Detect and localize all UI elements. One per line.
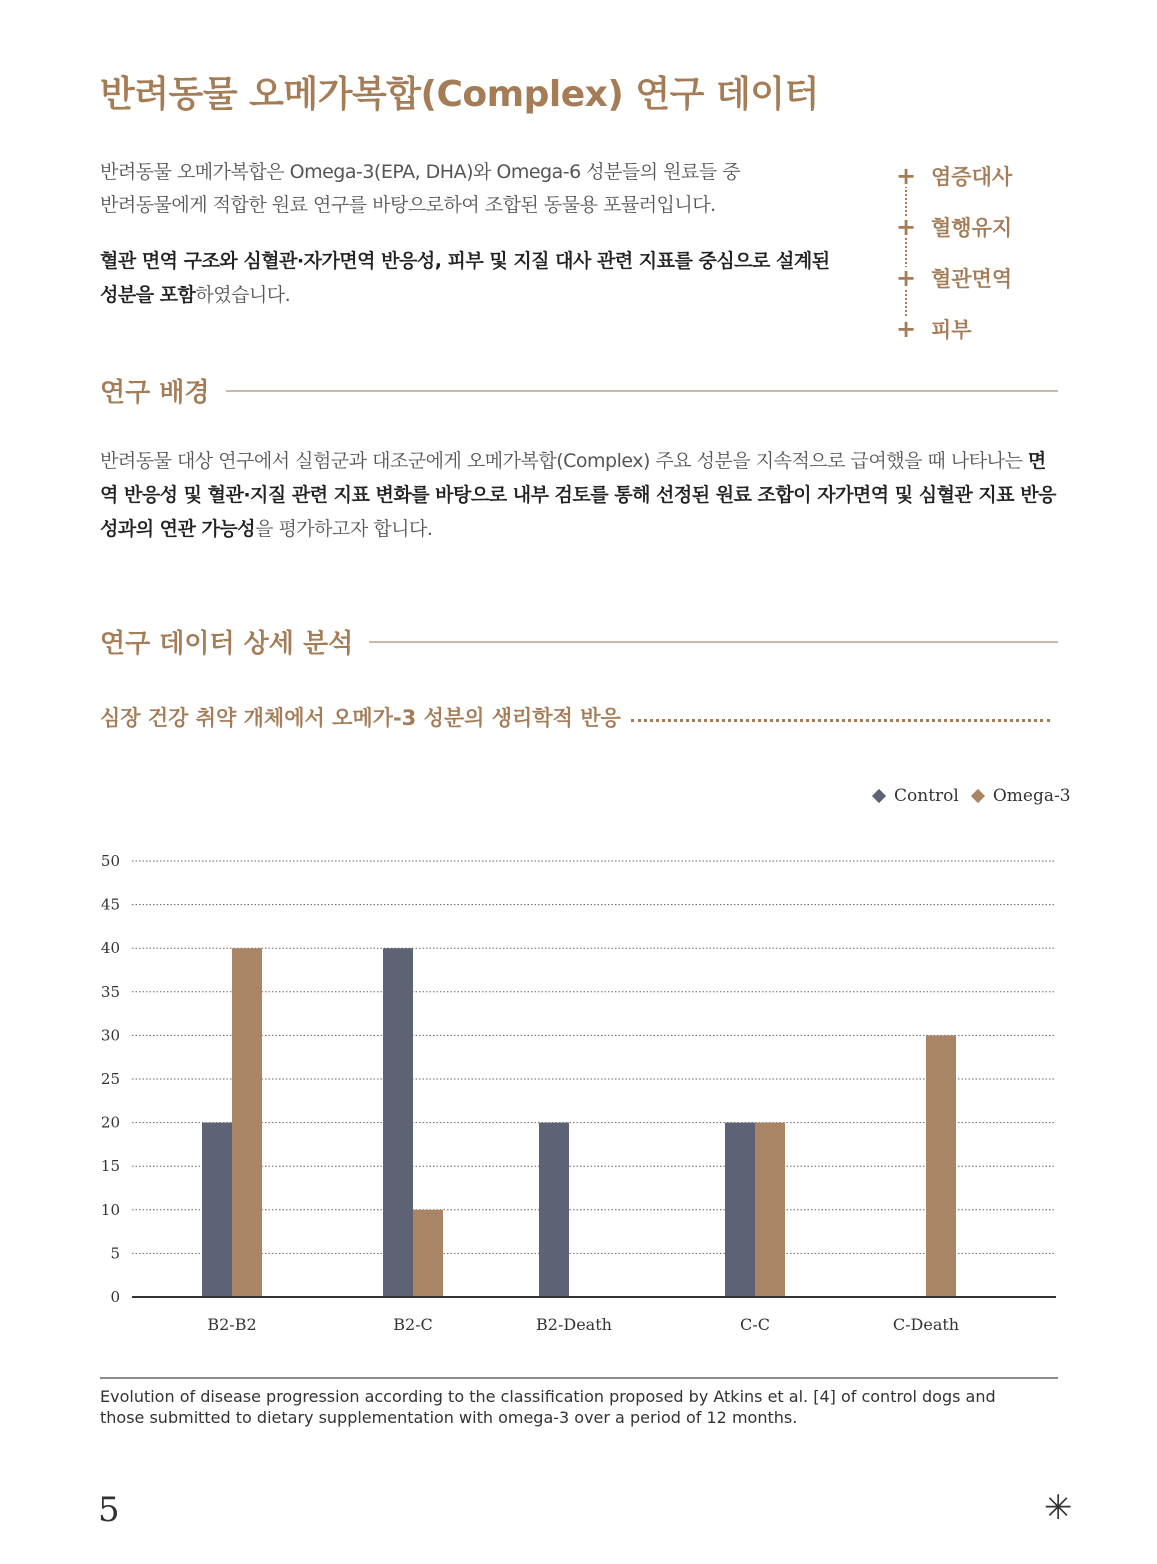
keyword-item (895, 252, 1075, 303)
y-tick-label: 10 (100, 1200, 120, 1219)
y-tick-label: 5 (110, 1244, 120, 1263)
y-tick-label: 45 (100, 895, 120, 914)
plus-icon: + (895, 161, 917, 190)
bar-control-b2-b2 (202, 1123, 232, 1297)
page-title: 반려동물 오메가복합(Complex) 연구 데이터 (100, 74, 819, 115)
asterisk-icon: ✳ (1044, 1488, 1073, 1528)
x-tick-label: C-C (740, 1315, 770, 1334)
keyword-item (895, 150, 1075, 201)
keyword-list (895, 150, 1075, 354)
legend-item-control (874, 786, 959, 806)
x-tick-label: C-Death (892, 1315, 960, 1334)
bar-chart (0, 830, 1157, 1350)
section-title: 연구 배경 (100, 378, 210, 408)
section-divider (369, 641, 1058, 643)
section-analysis-header (100, 623, 1058, 660)
background-text-1: 반려동물 대상 연구에서 실험군과 대조군에게 오메가복합(Complex) 주요 성분을 지속적으로 급여했을 때 나타나는 (100, 450, 1028, 472)
bar-omega3-b2-b2 (232, 948, 262, 1297)
intro-line-2: 반려동물에게 적합한 원료 연구를 바탕으로하여 조합된 동물용 포뮬러입니다. (100, 194, 716, 216)
y-tick-label: 0 (110, 1288, 120, 1306)
intro-line-1: 반려동물 오메가복합은 Omega-3(EPA, DHA)와 Omega-6 성분들의 원료들 중 (100, 161, 741, 183)
chart-caption: Evolution of disease progression according to the classification proposed by Atkins et al. [4] of control dogs and those submitted to dietary supplementation with omega-3 over a period of 12 months. (100, 1387, 996, 1427)
legend-label: Control (894, 786, 959, 806)
bar-control-b2-c (383, 948, 413, 1297)
dotted-leader (631, 719, 1050, 722)
page-number: 5 (98, 1490, 120, 1530)
y-tick-label: 35 (100, 982, 120, 1001)
section-background-header (100, 372, 1058, 409)
legend-label: Omega-3 (992, 786, 1071, 806)
diamond-icon (971, 789, 985, 803)
background-bold-text: 면역 반응성 및 혈관·지질 관련 지표 변화를 바탕으로 내부 검토를 통해 선정된 원료 조합이 자가면역 및 심혈관 지표 반응성과의 연관 가능성 (100, 450, 1056, 540)
y-tick-label: 15 (100, 1157, 120, 1176)
y-tick-label: 25 (100, 1070, 120, 1088)
caption-divider (100, 1377, 1058, 1379)
keyword-label: 혈관면역 (931, 266, 1013, 291)
background-text-2: 을 평가하고자 합니다. (255, 518, 433, 540)
y-tick-label: 40 (100, 939, 120, 958)
intro-paragraph (100, 156, 840, 222)
bar-omega3-b2-c (413, 1210, 443, 1297)
section-title: 연구 데이터 상세 분석 (100, 629, 354, 659)
bar-control-b2-death (539, 1123, 569, 1297)
bar-omega3-c-death (926, 1035, 956, 1297)
chart-subtitle-row (100, 702, 1050, 732)
diamond-icon (872, 789, 886, 803)
y-tick-label: 20 (100, 1113, 120, 1132)
background-paragraph (100, 444, 1060, 546)
plus-icon: + (895, 212, 917, 241)
x-tick-label: B2-C (393, 1315, 433, 1334)
section-divider (226, 390, 1058, 392)
legend-item-omega3 (973, 786, 1071, 806)
intro-bold-text: 혈관 면역 구조와 심혈관·자가면역 반응성, 피부 및 지질 대사 관련 지표를 중심으로 설계된 성분을 포함 (100, 250, 830, 306)
bar-control-c-c (725, 1123, 755, 1297)
chart-subtitle: 심장 건강 취약 개체에서 오메가-3 성분의 생리학적 반응 (100, 706, 621, 730)
intro-tail-text: 하였습니다. (195, 284, 291, 306)
keyword-item (895, 303, 1075, 354)
bar-omega3-c-c (755, 1123, 785, 1297)
y-tick-label: 50 (100, 852, 120, 870)
keyword-item (895, 201, 1075, 252)
keyword-label: 혈행유지 (931, 215, 1013, 240)
keyword-label: 염증대사 (931, 164, 1013, 189)
x-tick-label: B2-B2 (207, 1315, 257, 1334)
plus-icon: + (895, 263, 917, 292)
intro-emphasis-paragraph (100, 244, 840, 312)
x-tick-label: B2-Death (536, 1315, 612, 1334)
y-tick-label: 30 (100, 1026, 120, 1045)
keyword-label: 피부 (931, 317, 972, 342)
chart-legend (860, 786, 1071, 806)
plus-icon: + (895, 314, 917, 343)
